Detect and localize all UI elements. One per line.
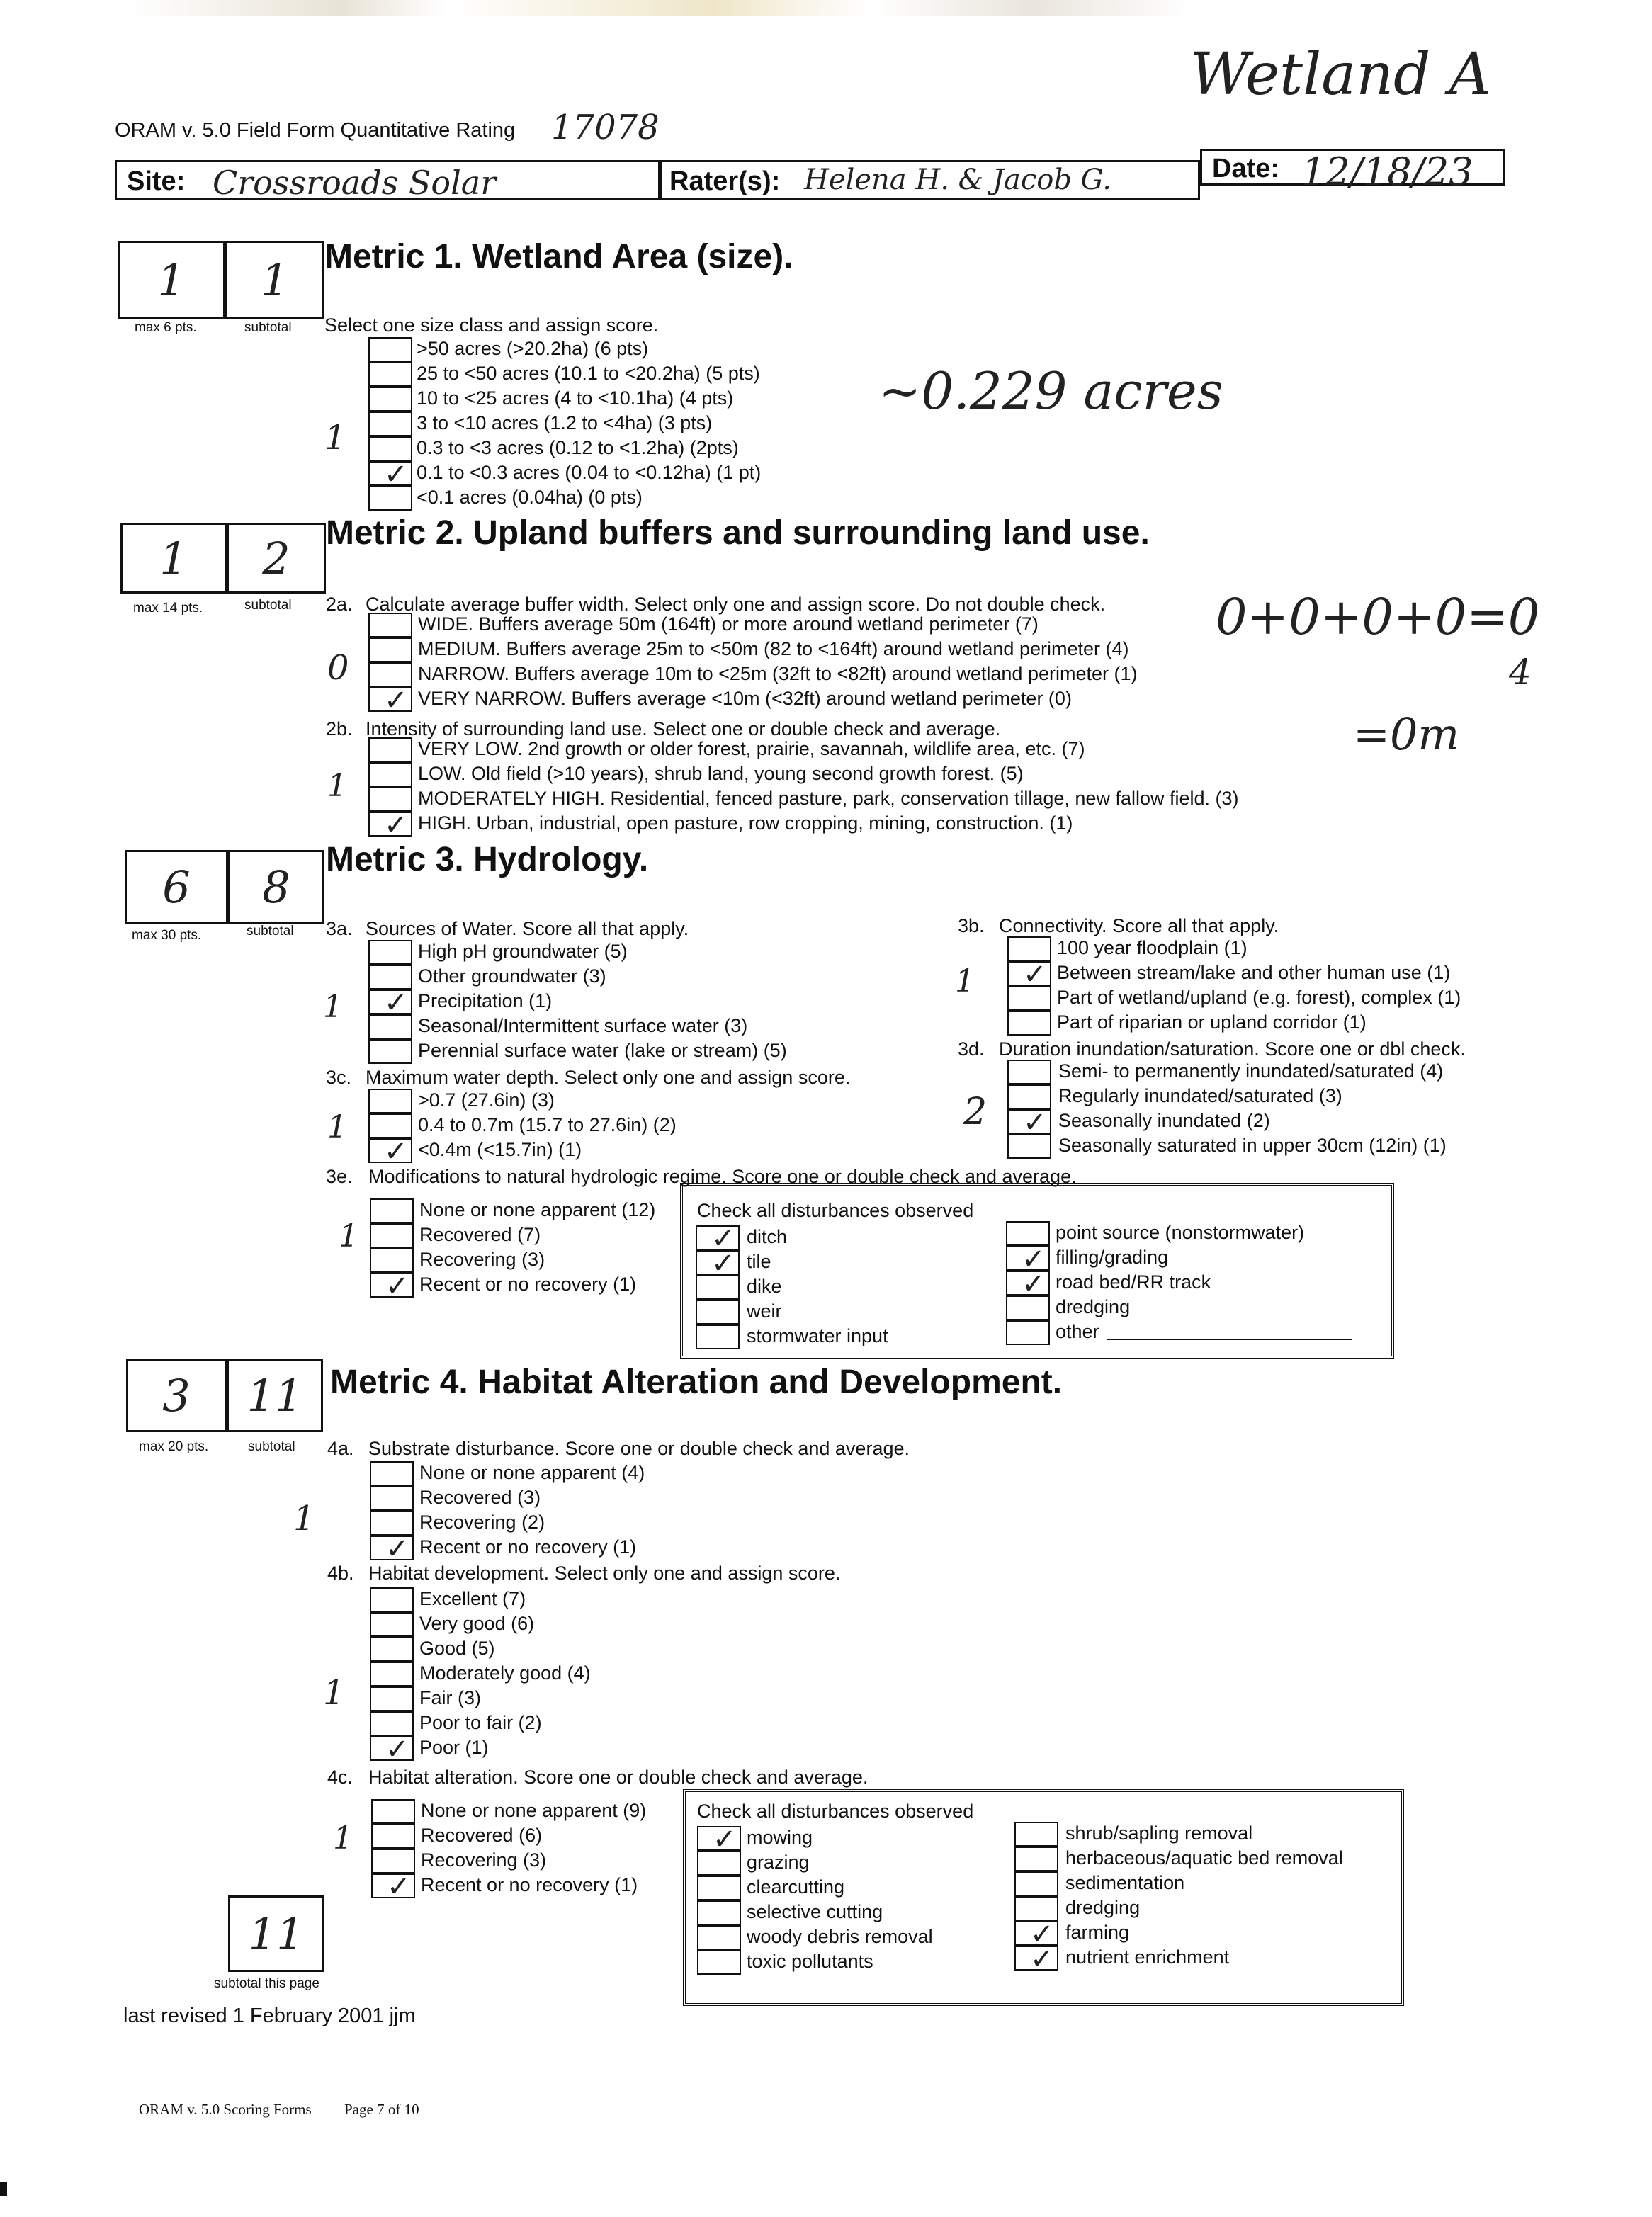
metric3-e-option-checkbox[interactable] [370,1223,414,1248]
metric3-a-option-checkbox[interactable] [368,987,412,1019]
date-label: Date: [1212,154,1280,183]
metric3-title: Metric 3. Hydrology. [326,841,649,878]
metric2-a-option-label: WIDE. Buffers average 50m (164ft) or more around wetland perimeter (7) [418,613,1039,635]
metric1-option-label: 0.1 to <0.3 acres (0.04 to <0.12ha) (1 pt) [417,462,762,483]
form-title: ORAM v. 5.0 Field Form Quantitative Rating [115,119,516,142]
metric3-e-mark: 1 [339,1218,358,1254]
metric4-c-option-label: None or none apparent (9) [421,1800,647,1821]
metric3-b-instruction: Connectivity. Score all that apply. [999,915,1279,936]
metric4-dist-left-label: grazing [747,1852,810,1873]
metric3-a-option-label: Seasonal/Intermittent surface water (3) [418,1015,748,1036]
metric4-score-box[interactable]: 3 [126,1359,227,1432]
metric2-subtotal-label: subtotal [244,598,292,613]
check-mark-icon: ✓ [384,1135,408,1168]
metric1-option-checkbox[interactable] [368,412,412,436]
metric2-a-num: 2a. [326,594,353,615]
metric4-c-num: 4c. [327,1767,353,1788]
metric1-score-box[interactable]: 1 [118,241,225,319]
metric3-d-option-checkbox[interactable] [1007,1060,1051,1084]
metric4-subtotal-box[interactable]: 11 [227,1359,323,1432]
metric4-c-option-label: Recent or no recovery (1) [421,1874,638,1895]
metric3-dist-left-label: weir [747,1300,782,1322]
site-field[interactable] [115,160,660,200]
metric4-dist-left-checkbox[interactable] [697,1851,741,1876]
metric4-c-option-checkbox[interactable] [371,1799,415,1824]
metric4-c-option-checkbox[interactable] [371,1824,415,1849]
metric4-dist-right-checkbox[interactable] [1014,1896,1058,1921]
metric3-dist-left-label: dike [747,1276,782,1297]
check-mark-icon: ✓ [1023,1106,1047,1139]
check-mark-icon: ✓ [385,1733,409,1766]
metric3-dist-left-checkbox[interactable] [696,1275,740,1300]
metric3-dist-left-checkbox[interactable] [696,1300,740,1325]
metric4-dist-right-label: nutrient enrichment [1065,1946,1230,1968]
metric1-instruction: Select one size class and assign score. [324,314,659,336]
metric2-b-option-label: MODERATELY HIGH. Residential, fenced pasture, park, conservation tillage, new fallow field. (3) [418,788,1239,809]
metric3-c-option-checkbox[interactable] [368,1113,412,1138]
metric4-a-option-label: Recovered (3) [419,1487,541,1508]
metric4-dist-left-checkbox[interactable] [697,1950,741,1975]
metric1-subtotal-label: subtotal [244,320,292,335]
metric1-option-checkbox[interactable] [368,458,412,491]
metric3-dist-right-checkbox[interactable] [1006,1320,1050,1345]
metric3-dist-right-checkbox[interactable] [1006,1268,1050,1300]
metric4-b-mark: 1 [323,1673,345,1713]
form-number: 17078 [551,108,660,147]
check-mark-icon: ✓ [384,809,408,841]
metric3-dist-left-label: tile [747,1251,771,1272]
metric2-a-option-checkbox[interactable] [368,662,412,687]
metric3-dist-right-checkbox[interactable] [1006,1295,1050,1320]
metric3-dist-left-label: ditch [747,1226,788,1247]
metric3-b-option-label: 100 year floodplain (1) [1057,937,1248,958]
metric3-d-option-checkbox[interactable] [1007,1134,1051,1159]
metric4-b-option-label: Poor to fair (2) [419,1712,542,1733]
metric4-a-option-checkbox[interactable] [370,1461,414,1486]
raters-value: Helena H. & Jacob G. [804,164,1111,196]
metric4-dist-right-checkbox[interactable] [1014,1943,1058,1975]
metric3-a-option-checkbox[interactable] [368,965,412,990]
metric4-dist-right-label: herbaceous/aquatic bed removal [1065,1847,1343,1869]
metric3-dist-right-label: filling/grading [1056,1247,1169,1268]
metric3-b-option-label: Between stream/lake and other human use (1) [1057,962,1451,983]
scan-corner-mark [0,2182,7,2196]
metric3-c-mark: 1 [327,1109,347,1145]
metric4-b-instruction: Habitat development. Select only one and assign score. [368,1563,841,1584]
metric3-a-option-label: Precipitation (1) [418,990,553,1011]
metric1-mark: 1 [324,418,346,458]
metric4-a-mark: 1 [293,1499,315,1538]
metric3-a-option-label: Other groundwater (3) [418,965,606,987]
metric4-dist-right-checkbox[interactable] [1014,1822,1058,1847]
metric4-dist-right-label: shrub/sapling removal [1065,1822,1253,1844]
scan-top-edge [128,0,1190,16]
metric3-dist-right-label: dredging [1056,1296,1131,1317]
metric4-dist-left-label: selective cutting [747,1901,883,1922]
metric4-b-option-checkbox[interactable] [370,1662,414,1686]
metric2-b-option-label: LOW. Old field (>10 years), shrub land, young second growth forest. (5) [418,763,1024,784]
metric4-dist-left-checkbox[interactable] [697,1876,741,1900]
metric1-max: max 6 pts. [135,320,197,335]
metric1-option-checkbox[interactable] [368,436,412,461]
metric3-c-option-label: 0.4 to 0.7m (15.7 to 27.6in) (2) [418,1114,677,1135]
metric3-score-box[interactable]: 6 [125,850,228,924]
check-mark-icon: ✓ [1030,1943,1054,1975]
metric3-e-option-checkbox[interactable] [370,1198,414,1223]
metric3-e-option-label: None or none apparent (12) [419,1199,656,1220]
metric1-option-checkbox[interactable] [368,387,412,412]
metric4-title: Metric 4. Habitat Alteration and Development. [330,1363,1063,1401]
check-mark-icon: ✓ [384,458,408,491]
metric3-a-option-label: High pH groundwater (5) [418,941,628,962]
metric3-e-num: 3e. [326,1166,353,1187]
metric4-a-num: 4a. [327,1438,354,1459]
metric1-option-checkbox[interactable] [368,362,412,387]
metric4-b-option-label: Very good (6) [419,1613,535,1634]
metric4-c-option-checkbox[interactable] [371,1871,415,1903]
metric4-dist-left-label: mowing [747,1827,813,1848]
metric3-b-option-checkbox[interactable] [1007,986,1051,1011]
metric4-a-option-checkbox[interactable] [370,1533,414,1565]
metric4-dist-right-checkbox[interactable] [1014,1847,1058,1871]
site-value: Crossroads Solar [213,164,497,202]
metric1-title: Metric 1. Wetland Area (size). [324,238,793,276]
metric3-d-option-label: Regularly inundated/saturated (3) [1058,1085,1342,1106]
metric2-b-mark: 1 [327,768,347,804]
metric3-e-option-label: Recovering (3) [419,1249,545,1270]
metric2-score-box[interactable]: 1 [120,523,227,594]
metric2-a-option-checkbox[interactable] [368,684,412,717]
metric4-b-num: 4b. [327,1563,354,1584]
metric3-c-num: 3c. [326,1067,352,1088]
metric3-d-option-label: Semi- to permanently inundated/saturated (4) [1058,1060,1444,1082]
metric3-dist-left-checkbox[interactable] [696,1247,740,1280]
metric3-a-num: 3a. [326,918,353,939]
metric1-option-label: 25 to <50 acres (10.1 to <20.2ha) (5 pts) [417,363,760,384]
metric4-b-option-label: Good (5) [419,1638,495,1659]
metric3-subtotal-box[interactable]: 8 [228,850,324,924]
metric3-b-mark: 1 [955,963,975,999]
metric4-max: max 20 pts. [139,1439,209,1454]
check-mark-icon: ✓ [387,1871,411,1903]
metric4-dist-right-label: dredging [1065,1897,1141,1918]
metric4-subtotal-label: subtotal [248,1439,295,1454]
check-mark-icon: ✓ [1022,1268,1046,1300]
metric3-e-option-label: Recovered (7) [419,1224,541,1245]
metric3-dist-right-label: road bed/RR track [1056,1271,1211,1293]
metric4-b-option-label: Moderately good (4) [419,1662,591,1684]
metric4-b-option-checkbox[interactable] [370,1612,414,1637]
metric4-dist-right-label: farming [1065,1922,1130,1943]
metric4-c-option-label: Recovering (3) [421,1849,547,1871]
metric3-b-option-checkbox[interactable] [1007,936,1051,961]
metric3-b-option-checkbox[interactable] [1007,958,1051,991]
metric2-title: Metric 2. Upland buffers and surrounding land use. [326,514,1150,552]
metric3-dist-left-checkbox[interactable] [696,1223,740,1255]
metric2-calc-note: 0+0+0+0=0 [1216,588,1540,646]
metric3-b-num: 3b. [958,915,985,936]
metric2-calc-divisor: 4 [1509,652,1532,693]
metric3-subtotal-label: subtotal [247,924,294,939]
metric4-b-option-label: Excellent (7) [419,1588,526,1609]
metric4-dist-left-checkbox[interactable] [697,1823,741,1856]
metric1-option-checkbox[interactable] [368,486,412,511]
page-subtotal-box[interactable]: 11 [228,1895,324,1972]
metric1-option-label: <0.1 acres (0.04ha) (0 pts) [417,487,643,508]
metric3-c-option-checkbox[interactable] [368,1135,412,1168]
metric3-b-option-label: Part of wetland/upland (e.g. forest), complex (1) [1057,987,1461,1008]
metric1-subtotal-box[interactable]: 1 [225,241,324,319]
metric4-b-option-checkbox[interactable] [370,1711,414,1736]
date-value: 12/18/23 [1301,149,1473,194]
metric2-b-option-checkbox[interactable] [368,737,412,762]
metric2-b-option-checkbox[interactable] [368,787,412,812]
metric2-b-option-label: VERY LOW. 2nd growth or older forest, prairie, savannah, wildlife area, etc. (7) [418,738,1085,759]
check-mark-icon: ✓ [385,1270,409,1303]
check-mark-icon: ✓ [385,1533,409,1565]
metric3-dist-right-label: other [1056,1321,1099,1342]
metric3-e-option-checkbox[interactable] [370,1270,414,1303]
metric1-option-checkbox[interactable] [368,337,412,362]
metric3-a-option-checkbox[interactable] [368,1039,412,1064]
metric2-a-option-checkbox[interactable] [368,613,412,637]
metric4-b-option-label: Poor (1) [419,1737,489,1758]
metric2-a-option-label: MEDIUM. Buffers average 25m to <50m (82 to <164ft) around wetland perimeter (4) [418,638,1129,659]
other-blank-line[interactable] [1107,1339,1352,1340]
metric3-c-option-label: >0.7 (27.6in) (3) [418,1089,555,1111]
metric1-option-label: >50 acres (>20.2ha) (6 pts) [417,338,649,359]
check-mark-icon: ✓ [1023,958,1047,991]
check-mark-icon: ✓ [384,684,408,717]
metric3-d-option-label: Seasonally saturated in upper 30cm (12in) (1) [1058,1135,1447,1156]
metric3-a-option-checkbox[interactable] [368,940,412,965]
metric3-dist-left-checkbox[interactable] [696,1325,740,1349]
check-mark-icon: ✓ [384,987,408,1019]
metric3-d-num: 3d. [958,1038,985,1060]
metric3-disturbance-title: Check all disturbances observed [697,1200,974,1221]
metric3-dist-right-checkbox[interactable] [1006,1243,1050,1276]
metric3-c-option-checkbox[interactable] [368,1089,412,1113]
metric3-e-option-label: Recent or no recovery (1) [419,1274,637,1295]
check-mark-icon: ✓ [1022,1243,1046,1276]
metric4-b-option-checkbox[interactable] [370,1637,414,1662]
metric3-e-instruction: Modifications to natural hydrologic regime. Score one or double check and average. [368,1166,1077,1187]
metric4-dist-left-checkbox[interactable] [697,1900,741,1925]
metric4-a-option-checkbox[interactable] [370,1511,414,1536]
metric4-a-option-label: None or none apparent (4) [419,1462,645,1483]
metric2-b-instruction: Intensity of surrounding land use. Select one or double check and average. [366,718,1001,739]
metric3-c-option-label: <0.4m (<15.7in) (1) [418,1139,582,1160]
metric4-c-option-checkbox[interactable] [371,1849,415,1873]
revision-note: last revised 1 February 2001 jjm [123,2005,416,2027]
metric4-b-option-checkbox[interactable] [370,1587,414,1612]
metric3-d-option-label: Seasonally inundated (2) [1058,1110,1270,1131]
metric4-dist-left-label: woody debris removal [747,1926,933,1947]
metric3-b-option-checkbox[interactable] [1007,1011,1051,1036]
metric4-c-mark: 1 [333,1820,353,1856]
scoring-forms-label: ORAM v. 5.0 Scoring Forms [139,2101,312,2118]
metric2-b-option-label: HIGH. Urban, industrial, open pasture, row cropping, mining, construction. (1) [418,812,1073,834]
metric2-a-option-label: VERY NARROW. Buffers average <10m (<32ft) around wetland perimeter (0) [418,688,1072,709]
metric4-a-option-label: Recent or no recovery (1) [419,1536,637,1558]
metric2-b-num: 2b. [326,718,353,739]
metric2-a-option-label: NARROW. Buffers average 10m to <25m (32ft to <82ft) around wetland perimeter (1) [418,663,1138,684]
metric3-d-instruction: Duration inundation/saturation. Score one or dbl check. [999,1038,1466,1060]
metric4-a-option-label: Recovering (2) [419,1512,545,1533]
page-subtotal-label: subtotal this page [214,1976,319,1991]
metric2-calc-result: =0m [1353,708,1460,760]
check-mark-icon: ✓ [711,1247,735,1280]
check-mark-icon: ✓ [711,1223,735,1255]
metric4-dist-right-checkbox[interactable] [1014,1918,1058,1951]
metric2-a-instruction: Calculate average buffer width. Select only one and assign score. Do not double check. [366,594,1106,615]
metric4-c-instruction: Habitat alteration. Score one or double check and average. [368,1767,869,1788]
metric2-max: max 14 pts. [133,601,203,616]
metric2-subtotal-box[interactable]: 2 [227,523,326,594]
metric2-a-mark: 0 [327,648,349,688]
raters-label: Rater(s): [669,166,781,196]
metric3-d-mark: 2 [963,1091,988,1133]
metric4-dist-left-checkbox[interactable] [697,1925,741,1950]
metric2-a-option-checkbox[interactable] [368,637,412,662]
metric3-d-option-checkbox[interactable] [1007,1084,1051,1109]
metric4-dist-right-checkbox[interactable] [1014,1871,1058,1896]
metric3-b-option-label: Part of riparian or upland corridor (1) [1057,1011,1367,1033]
site-label: Site: [127,166,186,196]
metric4-c-option-label: Recovered (6) [421,1825,543,1846]
page-number: Page 7 of 10 [344,2101,419,2118]
metric3-d-option-checkbox[interactable] [1007,1106,1051,1139]
metric3-dist-left-label: stormwater input [747,1325,888,1346]
date-field[interactable] [1200,149,1505,194]
metric2-b-option-checkbox[interactable] [368,809,412,841]
metric2-b-option-checkbox[interactable] [368,762,412,787]
metric3-dist-right-checkbox[interactable] [1006,1221,1050,1246]
metric3-max: max 30 pts. [132,928,202,943]
metric3-dist-right-label: point source (nonstormwater) [1056,1222,1305,1243]
metric3-e-option-checkbox[interactable] [370,1248,414,1273]
check-mark-icon: ✓ [1030,1918,1054,1951]
metric4-b-option-checkbox[interactable] [370,1733,414,1766]
metric1-option-label: 10 to <25 acres (4 to <10.1ha) (4 pts) [417,387,734,409]
metric3-a-option-checkbox[interactable] [368,1014,412,1039]
metric3-a-instruction: Sources of Water. Score all that apply. [366,918,689,939]
metric4-disturbance-title: Check all disturbances observed [697,1801,974,1822]
metric4-b-option-label: Fair (3) [419,1687,481,1708]
metric4-a-instruction: Substrate disturbance. Score one or double check and average. [368,1438,910,1459]
metric4-dist-left-label: clearcutting [747,1876,845,1898]
wetland-label: Wetland A [1190,41,1491,108]
metric4-dist-right-label: sedimentation [1065,1872,1185,1893]
metric1-option-label: 0.3 to <3 acres (0.12 to <1.2ha) (2pts) [417,437,739,458]
metric1-note: ~0.229 acres [878,361,1223,421]
metric4-b-option-checkbox[interactable] [370,1686,414,1711]
metric3-a-mark: 1 [323,989,343,1025]
check-mark-icon: ✓ [713,1823,737,1856]
metric3-a-option-label: Perennial surface water (lake or stream) (5) [418,1040,787,1061]
raters-field[interactable] [660,160,1200,200]
metric1-option-label: 3 to <10 acres (1.2 to <4ha) (3 pts) [417,412,713,433]
metric4-dist-left-label: toxic pollutants [747,1951,873,1972]
metric4-a-option-checkbox[interactable] [370,1486,414,1511]
metric3-c-instruction: Maximum water depth. Select only one and assign score. [366,1067,851,1088]
